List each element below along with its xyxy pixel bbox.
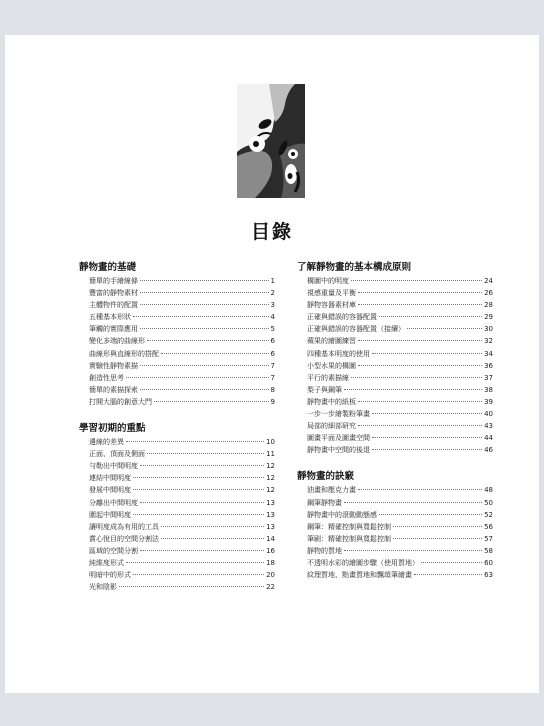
page-number: 63	[484, 571, 493, 580]
dot-leader	[358, 489, 482, 490]
entry-title: 蘋果的繪圖練習	[307, 337, 356, 346]
page-number: 58	[484, 546, 493, 555]
toc-entry	[79, 360, 275, 372]
toc-entry	[79, 275, 275, 287]
page-number: 57	[484, 534, 493, 543]
entry-title: 一步一步繪製粉筆畫	[307, 410, 370, 419]
dot-leader	[358, 304, 482, 305]
dot-leader	[133, 574, 264, 575]
page-number: 8	[270, 385, 275, 394]
page-number: 9	[270, 397, 275, 406]
toc-entry	[297, 420, 493, 432]
page-number: 52	[484, 510, 493, 519]
toc-entry	[79, 287, 275, 299]
entry-title: 鋼筆靜物畫	[307, 498, 342, 507]
dot-leader	[140, 280, 269, 281]
page-number: 44	[484, 434, 493, 443]
page-number: 6	[270, 337, 275, 346]
entry-title: 梨子與鋼筆	[307, 385, 342, 394]
toc-entry	[79, 299, 275, 311]
toc-entry	[297, 299, 493, 311]
dot-leader	[161, 538, 264, 539]
toc-entry	[297, 557, 493, 569]
entry-title: 局部的細部研究	[307, 422, 356, 431]
toc-entry	[79, 436, 275, 448]
dot-leader	[133, 477, 264, 478]
toc-entry	[297, 360, 493, 372]
toc-entry	[297, 533, 493, 545]
entry-title: 分離出中間明度	[89, 498, 138, 507]
dot-leader	[133, 489, 264, 490]
dot-leader	[393, 538, 482, 539]
dot-leader	[140, 465, 264, 466]
entry-title: 勻勒出中間明度	[89, 462, 138, 471]
entry-title: 純維度形式	[89, 558, 124, 567]
page-number: 20	[266, 571, 275, 580]
entry-title: 曲線形與直線形的搭配	[89, 349, 159, 358]
toc-entry	[297, 408, 493, 420]
dot-leader	[414, 574, 482, 575]
entry-title: 光和陰影	[89, 583, 117, 592]
dot-leader	[161, 353, 269, 354]
dot-leader	[379, 316, 482, 317]
page-number: 22	[266, 583, 275, 592]
entry-title: 明暗中的形式	[89, 571, 131, 580]
dot-leader	[133, 514, 264, 515]
entry-title: 連結中間明度	[89, 474, 131, 483]
page-number: 38	[484, 385, 493, 394]
toc-entry	[79, 533, 275, 545]
page-number: 13	[266, 522, 275, 531]
page-number: 12	[266, 486, 275, 495]
page-number: 1	[270, 277, 275, 285]
page-number: 18	[266, 558, 275, 567]
toc-entry	[79, 509, 275, 521]
toc-entry	[79, 372, 275, 384]
page-number: 7	[270, 373, 275, 382]
entry-title: 打開大腦的創意大門	[89, 397, 152, 406]
entry-title: 靜物畫中空間的後退	[307, 446, 370, 455]
entry-title: 靜物畫中的滾動動態感	[307, 510, 377, 519]
dot-leader	[358, 292, 482, 293]
entry-title: 油畫和壓克力畫	[307, 486, 356, 495]
toc-section	[79, 422, 275, 593]
entry-title: 視感重量及平衡	[307, 289, 356, 298]
toc-entry	[297, 545, 493, 557]
toc-entry	[297, 497, 493, 509]
page-number: 11	[266, 450, 275, 459]
dot-leader	[133, 316, 269, 317]
dot-leader	[140, 389, 269, 390]
document-page	[5, 35, 539, 693]
page-number: 6	[270, 349, 275, 358]
dot-leader	[344, 389, 482, 390]
toc-entry	[79, 545, 275, 557]
toc-entry	[297, 348, 493, 360]
toc-section	[79, 261, 275, 408]
page-number: 40	[484, 410, 493, 419]
toc-entry	[297, 432, 493, 444]
toc-entry	[79, 460, 275, 472]
dot-leader	[344, 502, 482, 503]
dot-leader	[372, 353, 482, 354]
dot-leader	[126, 441, 264, 442]
dot-leader	[379, 514, 482, 515]
dot-leader	[358, 340, 482, 341]
toc-entry	[79, 557, 275, 569]
dot-leader	[147, 453, 264, 454]
dot-leader	[351, 280, 482, 281]
toc-entry	[79, 569, 275, 581]
section-title: 靜物畫的基礎	[79, 262, 137, 273]
page-number: 32	[484, 337, 493, 346]
page-number: 46	[484, 446, 493, 455]
toc-entry	[79, 384, 275, 396]
dot-leader	[140, 550, 264, 551]
page-number: 29	[484, 313, 493, 322]
dot-leader	[421, 562, 482, 563]
entry-title: 豐富的靜物素材	[89, 289, 138, 298]
cover-illustration	[235, 82, 307, 200]
dot-leader	[407, 328, 482, 329]
dot-leader	[372, 413, 482, 414]
entry-title: 不透明水彩的繪圖步驟（使用質地）	[307, 558, 419, 567]
toc-entry	[79, 448, 275, 460]
entry-title: 平行的素描線	[307, 373, 349, 382]
page-number: 39	[484, 397, 493, 406]
dot-leader	[372, 449, 482, 450]
entry-title: 簡單的素描探索	[89, 385, 138, 394]
dot-leader	[126, 377, 269, 378]
dot-leader	[344, 550, 482, 551]
entry-title: 正確與錯誤的容器配置	[307, 313, 377, 322]
page-number: 4	[270, 313, 275, 322]
entry-title: 圖畫平面及圖畫空間	[307, 434, 370, 443]
dot-leader	[140, 502, 264, 503]
entry-title: 邊線的差異	[89, 438, 124, 447]
dot-leader	[126, 562, 264, 563]
section-title: 學習初期的重點	[79, 423, 146, 435]
toc-column-left	[79, 261, 275, 607]
toc-entry	[297, 396, 493, 408]
page-number: 16	[266, 546, 275, 555]
page-number: 12	[266, 462, 275, 471]
page-number: 36	[484, 361, 493, 370]
page-number: 13	[266, 510, 275, 519]
toc-entry	[79, 335, 275, 347]
page-number: 34	[484, 349, 493, 358]
dot-leader	[358, 401, 482, 402]
dot-leader	[358, 365, 482, 366]
page-number: 37	[484, 373, 493, 382]
entry-title: 靜物畫中的紙板	[307, 397, 356, 406]
page-number: 50	[484, 498, 493, 507]
page-number: 28	[484, 301, 493, 310]
entry-title: 紋理質地、點畫質地和飄頌筆繪畫	[307, 571, 412, 580]
dot-leader	[140, 365, 269, 366]
page-number: 5	[270, 325, 275, 334]
entry-title: 實驗性靜物素描	[89, 361, 138, 370]
entry-title: 正確與錯誤的容器配置（接續）	[307, 325, 405, 334]
entry-title: 賞心悅目的空間分割法	[89, 534, 159, 543]
entry-title: 正面、頂面及側面	[89, 450, 145, 459]
toc-entry	[79, 521, 275, 533]
toc-entry	[79, 472, 275, 484]
toc-entry	[79, 484, 275, 496]
dot-leader	[351, 377, 482, 378]
page-number: 2	[270, 289, 275, 298]
toc-title: 目錄	[250, 221, 293, 243]
entry-title: 小型水果的構圖	[307, 361, 356, 370]
toc-column-right	[297, 261, 493, 595]
dot-leader	[147, 340, 269, 341]
toc-entry	[297, 484, 493, 496]
toc-entry	[79, 348, 275, 360]
toc-entry	[297, 521, 493, 533]
entry-title: 區域的空間分割	[89, 546, 138, 555]
entry-title: 簡單的手繪線條	[89, 277, 138, 285]
entry-title: 靜物的質地	[307, 546, 342, 555]
entry-title: 筆刷：精確控制與寬鬆控制	[307, 534, 391, 543]
dot-leader	[140, 328, 269, 329]
page-number: 30	[484, 325, 493, 334]
page-number: 48	[484, 486, 493, 495]
toc-entry	[297, 311, 493, 323]
entry-title: 四種基本明度的使用	[307, 349, 370, 358]
page-number: 12	[266, 474, 275, 483]
toc-entry	[297, 509, 493, 521]
entry-title: 變化多端的曲線形	[89, 337, 145, 346]
toc-entry	[79, 396, 275, 408]
dot-leader	[358, 425, 482, 426]
toc-section	[297, 470, 493, 581]
page-number: 60	[484, 558, 493, 567]
entry-title: 筆觸的實際應用	[89, 325, 138, 334]
toc-entry	[297, 275, 493, 287]
toc-section	[297, 261, 493, 456]
toc-entry	[297, 323, 493, 335]
page-number: 43	[484, 422, 493, 431]
toc-entry	[79, 581, 275, 593]
entry-title: 發展中間明度	[89, 486, 131, 495]
toc-entry	[297, 569, 493, 581]
dot-leader	[140, 304, 269, 305]
entry-title: 讓明度成為有用的工具	[89, 522, 159, 531]
page-number: 56	[484, 522, 493, 531]
dot-leader	[140, 292, 269, 293]
page-number: 26	[484, 289, 493, 298]
page-number: 10	[266, 438, 275, 447]
toc-entry	[79, 311, 275, 323]
toc-entry	[297, 335, 493, 347]
page-number: 3	[270, 301, 275, 310]
dot-leader	[119, 586, 264, 587]
toc-entry	[79, 323, 275, 335]
toc-entry	[79, 497, 275, 509]
toc-entry	[297, 372, 493, 384]
toc-entry	[297, 384, 493, 396]
entry-title: 創造性思考	[89, 373, 124, 382]
dot-leader	[154, 401, 269, 402]
section-title: 了解靜物畫的基本構成原則	[297, 262, 412, 273]
entry-title: 靜物容器素材庫	[307, 301, 356, 310]
dot-leader	[393, 526, 482, 527]
dot-leader	[372, 437, 482, 438]
dot-leader	[161, 526, 264, 527]
page-number: 7	[270, 361, 275, 370]
entry-title: 構圖中的明度	[307, 277, 349, 285]
page-number: 13	[266, 498, 275, 507]
section-title: 靜物畫的訣竅	[297, 471, 355, 483]
page-number: 24	[484, 277, 493, 285]
entry-title: 主體物件的配置	[89, 301, 138, 310]
entry-title: 圍起中間明度	[89, 510, 131, 519]
toc-entry	[297, 444, 493, 456]
entry-title: 五種基本形狀	[89, 313, 131, 322]
page-number: 14	[266, 534, 275, 543]
toc-entry	[297, 287, 493, 299]
entry-title: 鋼筆：精確控制與寬鬆控制	[307, 522, 391, 531]
